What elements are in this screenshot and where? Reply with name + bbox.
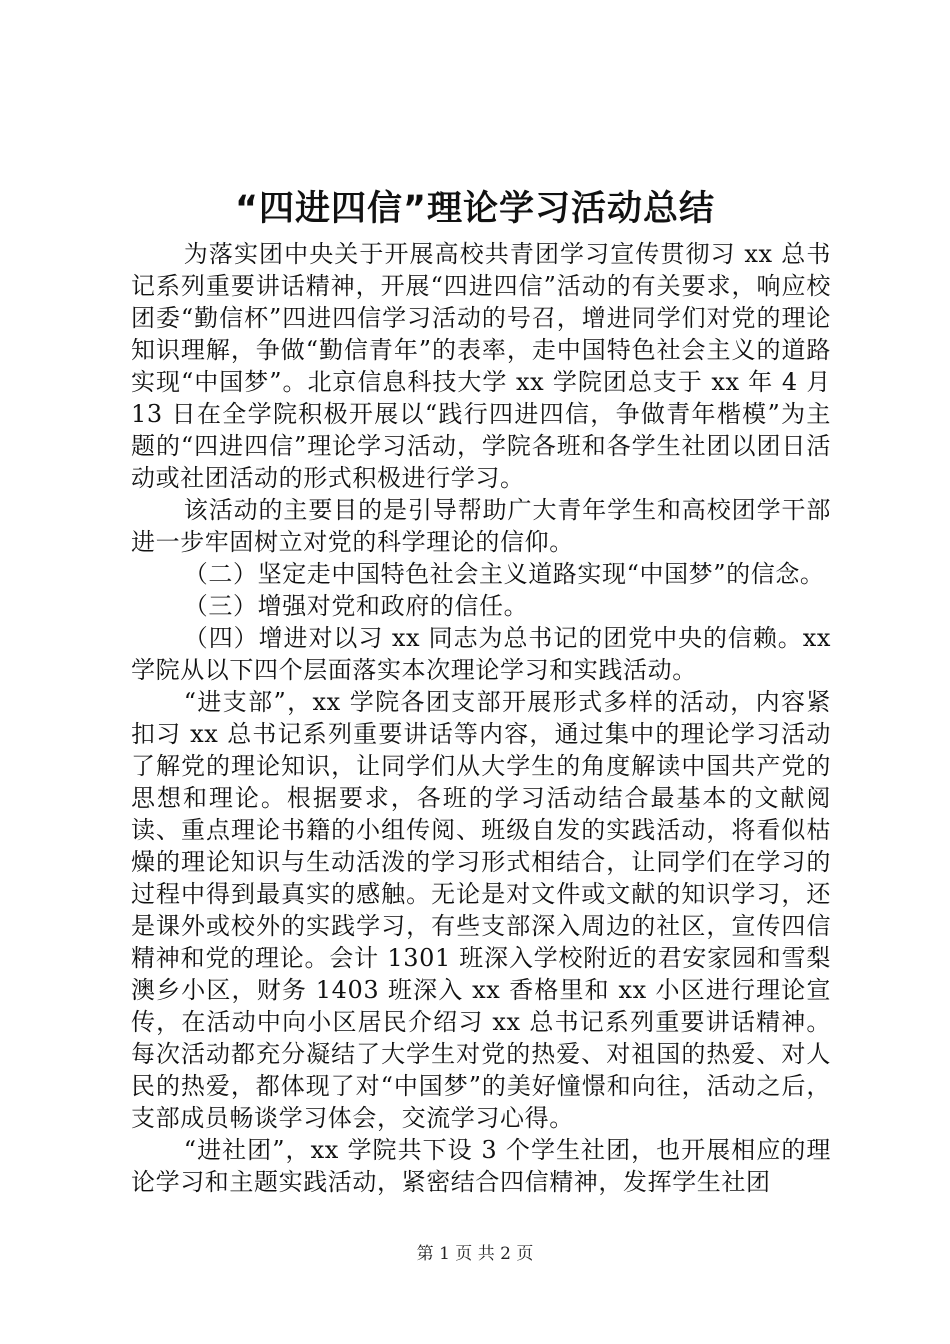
paragraph-item-3: （三）增强对党和政府的信任。 xyxy=(183,592,529,620)
paragraph-purpose: 该活动的主要目的是引导帮助广大青年学生和高校团学干部进一步牢固树立对党的科学理论的信仰。 xyxy=(131,496,831,556)
paragraph-intro: 为落实团中央关于开展高校共青团学习宣传贯彻习 xx 总书记系列重要讲话精神，开展“四进四信”活动的有关要求，响应校团委“勤信杯”四进四信学习活动的号召，增进同学们对党的理论知识理解，争做“勤信青年”的表率，走中国特色社会主义的道路实现“中国梦”。北京信息科技大学 xx 学院团总支于 xx 年 4 月 13 日在全学院积极开展以“践行四进四信，争做青年楷模”为主题的“四进四信”理论学习活动，学院各班和各学生社团以团日活动或社团活动的形式积极进行学习。 xyxy=(131,240,831,492)
paragraph-item-2: （二）坚定走中国特色社会主义道路实现“中国梦”的信念。 xyxy=(183,560,825,588)
paragraph-club: “进社团”，xx 学院共下设 3 个学生社团，也开展相应的理论学习和主题实践活动，紧密结合四信精神，发挥学生社团 xyxy=(131,1136,831,1196)
document-title: “四进四信”理论学习活动总结 xyxy=(234,189,715,229)
page-footer: 第 1 页 共 2 页 xyxy=(416,1244,534,1264)
paragraph-item-4: （四）增进对以习 xx 同志为总书记的团党中央的信赖。xx 学院从以下四个层面落实本次理论学习和实践活动。 xyxy=(131,624,831,684)
paragraph-branch: “进支部”，xx 学院各团支部开展形式多样的活动，内容紧扣习 xx 总书记系列重要讲话等内容，通过集中的理论学习活动了解党的理论知识，让同学们从大学生的角度解读中国共产党的思想和理论。根据要求，各班的学习活动结合最基本的文献阅读、重点理论书籍的小组传阅、班级自发的实践活动，将看似枯燥的理论知识与生动活泼的学习形式相结合，让同学们在学习的过程中得到最真实的感触。无论是对文件或文献的知识学习，还是课外或校外的实践学习，有些支部深入周边的社区，宣传四信精神和党的理论。会计 1301 班深入学校附近的君安家园和雪梨澳乡小区，财务 1403 班深入 xx 香格里和 xx 小区进行理论宣传，在活动中向小区居民介绍习 xx 总书记系列重要讲话精神。每次活动都充分凝结了大学生对党的热爱、对祖国的热爱、对人民的热爱，都体现了对“中国梦”的美好憧憬和向往，活动之后，支部成员畅谈学习体会，交流学习心得。 xyxy=(131,688,831,1132)
document-body xyxy=(131,238,831,1198)
